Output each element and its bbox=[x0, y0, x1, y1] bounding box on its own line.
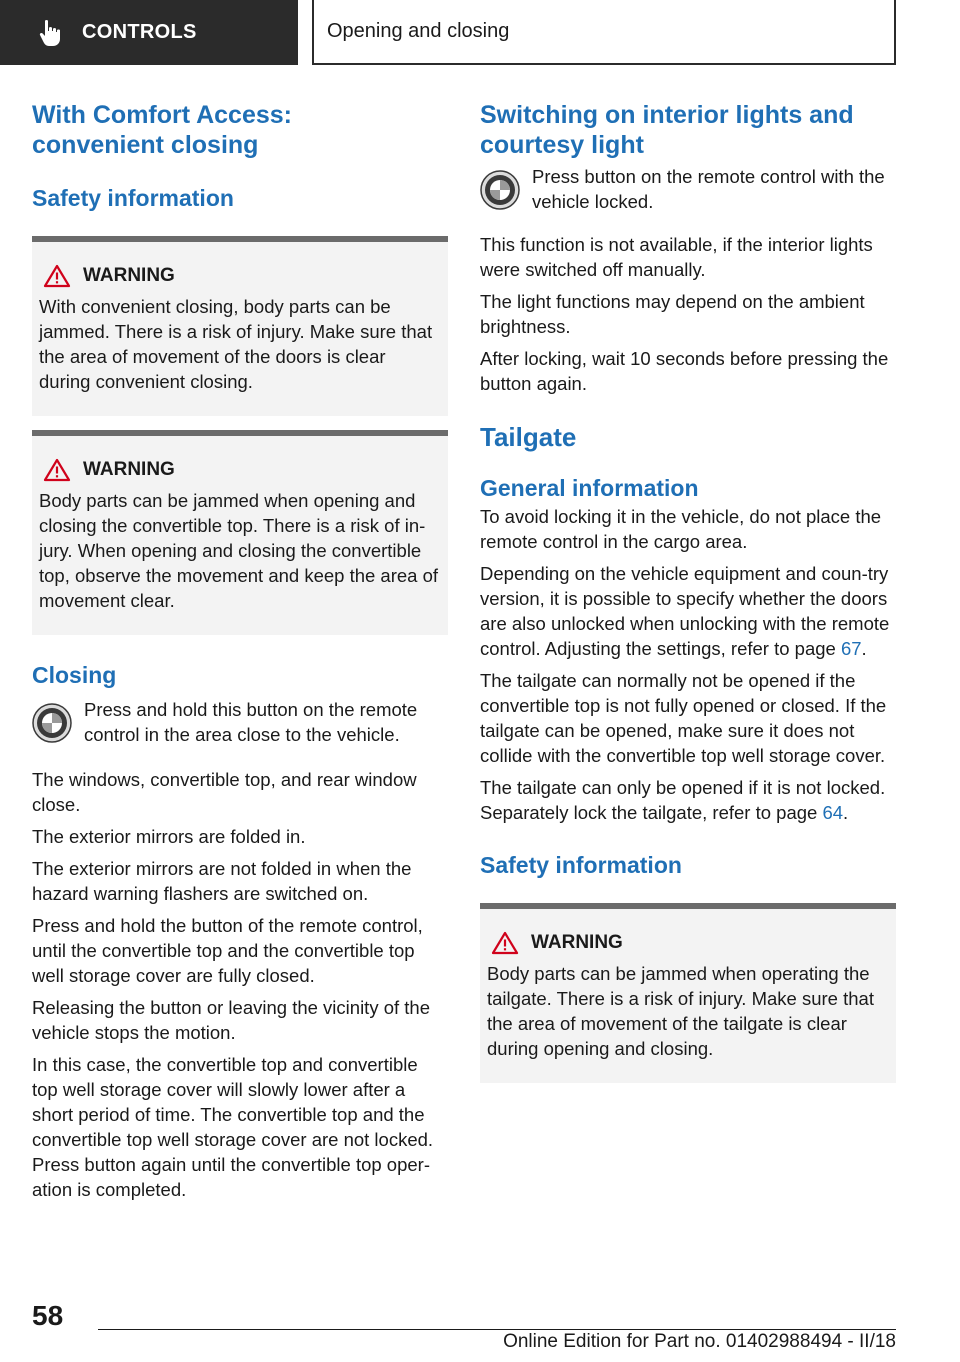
tailgate-paragraph: The tailgate can normally not be opened if the convertible top is not fully opened or closed. If the tailgate can be opened, make sure it does not collide with the convertible top well storage cover. bbox=[480, 670, 887, 766]
page-64-link[interactable]: 64 bbox=[822, 802, 844, 823]
remote-key-button-icon bbox=[32, 703, 72, 743]
warning-text: Body parts can be jammed when operating the tailgate. There is a risk of injury. Make sure that the area of movement of the tailgate is clear during opening and closing. bbox=[487, 963, 874, 1059]
lights-paragraph: This function is not available, if the interior lights were switched off manually. bbox=[480, 234, 873, 280]
section-label: CONTROLS bbox=[82, 21, 197, 43]
tailgate-paragraph: To avoid locking it in the vehicle, do not place the remote control in the cargo area. bbox=[480, 506, 882, 552]
tailgate-paragraph-text: The tailgate can only be opened if it is not locked. Separately lock the tailgate, refer to page bbox=[480, 777, 886, 823]
warning-triangle-icon bbox=[43, 458, 71, 482]
warning-label: WARNING bbox=[531, 932, 623, 953]
section-tab bbox=[0, 0, 298, 65]
warning-label: WARNING bbox=[83, 265, 175, 286]
closing-paragraph: Releasing the button or leaving the vicinity of the vehicle stops the motion. bbox=[32, 997, 430, 1043]
remote-key-button-icon bbox=[480, 170, 520, 210]
tailgate-safety-heading: Safety information bbox=[480, 852, 682, 878]
closing-paragraph: In this case, the convertible top and convertible top well storage cover will slowly lower after a short period of time. The convertible top and the convertible top well storage cover are not locked. Press button again until the convertible top oper‐ation is completed. bbox=[32, 1054, 434, 1200]
closing-paragraph: Press and hold the button of the remote control, until the convertible top and the convertible top well storage cover are fully closed. bbox=[32, 915, 423, 986]
edition-footer: Online Edition for Part no. 01402988494 - II/18 bbox=[503, 1331, 896, 1352]
left-column bbox=[32, 100, 448, 1202]
warning-triangle-icon bbox=[43, 264, 71, 288]
right-column bbox=[480, 100, 896, 1083]
comfort-access-heading: With Comfort Access: convenient closing bbox=[32, 101, 292, 159]
remote-key-instruction bbox=[480, 164, 896, 214]
warning-label: WARNING bbox=[83, 459, 175, 480]
interior-lights-key-text: Press button on the remote control with the vehicle locked. bbox=[532, 166, 885, 212]
closing-paragraph: The exterior mirrors are folded in. bbox=[32, 826, 306, 847]
interior-lights-heading: Switching on interior lights and courtesy light bbox=[480, 101, 854, 159]
warning-text: With convenient closing, body parts can be jammed. There is a risk of injury. Make sure that the area of movement of the doors is clear during convenient closing. bbox=[39, 296, 433, 392]
topic-tab bbox=[312, 0, 896, 65]
closing-heading: Closing bbox=[32, 662, 117, 688]
period: . bbox=[843, 802, 849, 823]
topic-label: Opening and closing bbox=[327, 20, 510, 42]
closing-paragraph: The windows, convertible top, and rear window close. bbox=[32, 769, 417, 815]
page-number: 58 bbox=[32, 1300, 64, 1331]
remote-key-instruction bbox=[32, 697, 448, 747]
page-67-link[interactable]: 67 bbox=[840, 638, 862, 659]
general-information-heading: General information bbox=[480, 475, 699, 501]
period: . bbox=[861, 638, 867, 659]
lights-paragraph: After locking, wait 10 seconds before pressing the button again. bbox=[480, 348, 889, 394]
warning-text: Body parts can be jammed when opening and closing the convertible top. There is a risk of in‐jury. When opening and closing the convertible top, observe the movement and keep the area of movement clear. bbox=[39, 490, 439, 611]
lights-paragraph: The light functions may depend on the ambient brightness. bbox=[480, 291, 865, 337]
tailgate-heading: Tailgate bbox=[480, 422, 577, 452]
warning-box bbox=[480, 903, 896, 1083]
warning-box bbox=[32, 236, 448, 416]
closing-key-text: Press and hold this button on the remote control in the area close to the vehicle. bbox=[84, 699, 418, 745]
footer-divider bbox=[98, 1329, 896, 1330]
closing-paragraph: The exterior mirrors are not folded in when the hazard warning flashers are switched on. bbox=[32, 858, 412, 904]
warning-triangle-icon bbox=[491, 931, 519, 955]
tailgate-paragraph bbox=[480, 775, 896, 825]
hand-pointer-icon bbox=[36, 18, 66, 48]
safety-information-heading: Safety information bbox=[32, 185, 234, 211]
tailgate-paragraph-text: Depending on the vehicle equipment and coun‐try version, it is possible to specify whether the doors are also unlocked when unlocking with the remote control. Adjusting the settings, refer to page bbox=[480, 563, 890, 659]
warning-box bbox=[32, 430, 448, 635]
tailgate-paragraph bbox=[480, 561, 896, 661]
